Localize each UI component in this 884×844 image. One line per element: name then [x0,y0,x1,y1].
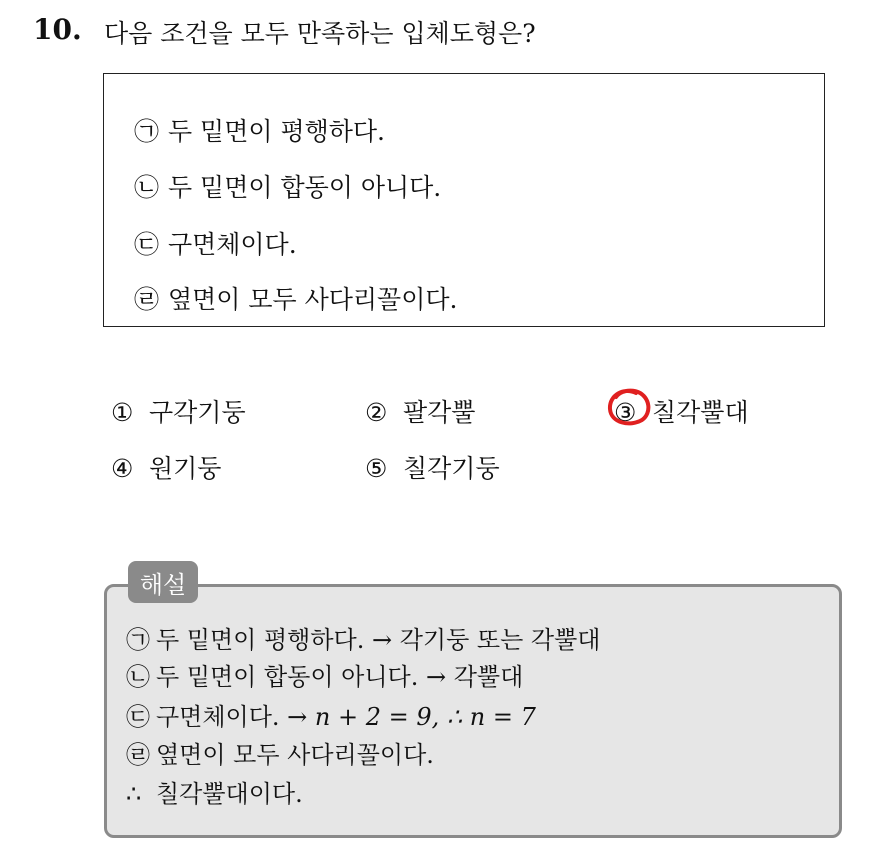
solution-tab: 해설 [128,561,198,603]
conditions-box [103,73,825,327]
answer-circle-icon [606,387,652,429]
condition-mark: ㉡ [134,173,160,202]
solution-mark: ㉠ [126,626,150,654]
solution-text: 옆면이 모두 사다리꼴이다. [156,741,434,769]
choice-text: 팔각뿔 [403,398,476,427]
condition-text: 두 밑면이 평행하다. [167,117,385,146]
condition-text: 구면체이다. [167,230,297,259]
choice-text: 칠각기둥 [403,454,500,483]
condition-3 [134,225,297,261]
solution-line-1 [126,620,600,655]
condition-2 [134,168,441,204]
choice-number: ① [111,398,134,427]
solution-text: 두 밑면이 평행하다. → 각기둥 또는 각뿔대 [156,626,601,654]
solution-mark: ∴ [126,780,142,808]
condition-text: 두 밑면이 합동이 아니다. [167,173,442,202]
solution-math: n + 2 = 9, ∴ n = 7 [314,703,536,731]
condition-4 [134,280,457,316]
solution-line-4 [126,735,434,770]
solution-text: 두 밑면이 합동이 아니다. → 각뿔대 [156,663,524,691]
solution-mark: ㉣ [126,741,150,769]
question-text: 다음 조건을 모두 만족하는 입체도형은? [104,19,536,48]
question-number: 10. [33,13,82,46]
choice-2[interactable] [365,393,475,429]
condition-mark: ㉣ [134,285,160,314]
condition-mark: ㉢ [134,230,160,259]
choice-4[interactable] [111,449,221,485]
choice-number: ④ [111,454,134,483]
choice-number: ② [365,398,388,427]
choice-text: 칠각뿔대 [652,398,749,427]
solution-mark: ㉡ [126,663,150,691]
solution-text: 칠각뿔대이다. [156,780,303,808]
condition-mark: ㉠ [134,117,160,146]
choice-number: ⑤ [365,454,388,483]
solution-line-3 [126,697,536,732]
solution-text: 구면체이다. → [156,703,315,731]
condition-text: 옆면이 모두 사다리꼴이다. [167,285,458,314]
choice-text: 구각기둥 [149,398,246,427]
choice-1[interactable] [111,393,246,429]
solution-line-2 [126,657,523,692]
choice-text: 원기둥 [149,454,222,483]
choice-5[interactable] [365,449,500,485]
solution-mark: ㉢ [126,703,150,731]
solution-line-5 [126,774,303,809]
choice-number: ③ [614,398,637,427]
condition-1 [134,112,385,148]
